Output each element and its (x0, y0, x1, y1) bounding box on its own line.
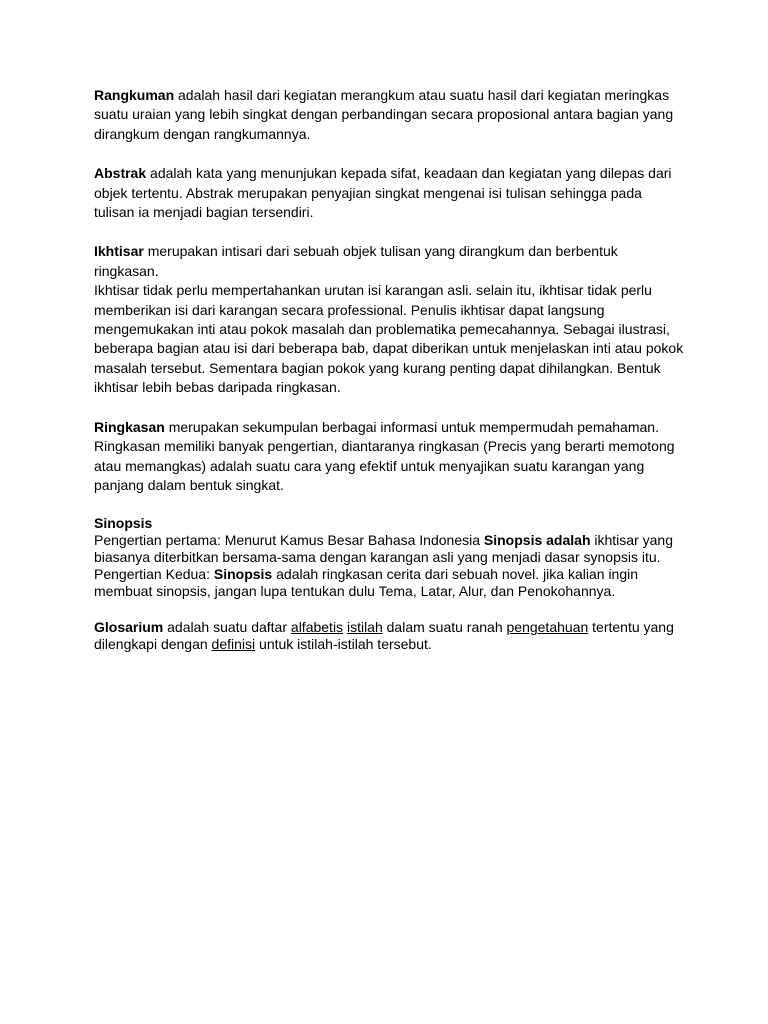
sinopsis-second-bold: Sinopsis (213, 565, 273, 582)
sinopsis-first-text: ikhtisar yang biasanya diterbitkan bersama-sama dengan karangan asli yang menjadi dasar synopsis itu. (94, 532, 673, 565)
glosarium-text-5: untuk istilah-istilah tersebut. (255, 636, 432, 653)
link-pengetahuan[interactable]: pengetahuan (506, 619, 589, 636)
link-istilah[interactable]: istilah (346, 619, 383, 636)
paragraph-sinopsis (94, 515, 684, 599)
definition-abstrak: adalah kata yang menunjukan kepada sifat, keadaan dan kegiatan yang dilepas dari objek tertentu. Abstrak merupakan penyajian singkat mengenai isi tulisan sehingga pada tulisan ia menjadi bagian tersendiri. (94, 165, 672, 221)
paragraph-glosarium (94, 619, 684, 653)
glosarium-text-1: adalah suatu daftar (163, 619, 291, 636)
link-alfabetis[interactable]: alfabetis (290, 619, 344, 636)
link-definisi[interactable]: definisi (211, 636, 256, 653)
term-abstrak: Abstrak (94, 165, 147, 182)
sinopsis-first-prefix: Pengertian pertama: Menurut Kamus Besar Bahasa Indonesia (94, 532, 484, 549)
glosarium-text-3: dalam suatu ranah (382, 619, 507, 636)
term-glosarium: Glosarium (94, 619, 164, 636)
ikhtisar-detail: Ikhtisar tidak perlu mempertahankan urutan isi karangan asli. selain itu, ikhtisar tidak perlu memberikan isi dari karangan secara professional. Penulis ikhtisar dapat langsung mengemukakan inti atau pokok masalah dan problematika pemecahannya. Sebagai ilustrasi, beberapa bagian atau isi dari beberapa bab, dapat diberikan untuk menjelaskan inti atau pokok masalah tersebut. Sementara bagian pokok yang kurang penting dapat dihilangkan. Bentuk ikhtisar lebih bebas daripada ringkasan. (94, 282, 684, 396)
paragraph-abstrak (94, 164, 684, 222)
sinopsis-second-prefix: Pengertian Kedua: (94, 565, 214, 582)
term-ikhtisar: Ikhtisar (94, 243, 144, 260)
sinopsis-second-text: adalah ringkasan cerita dari sebuah novel. jika kalian ingin membuat sinopsis, jangan lupa tentukan dulu Tema, Latar, Alur, dan Penokohannya. (94, 565, 639, 599)
definition-ringkasan: merupakan sekumpulan berbagai informasi untuk mempermudah pemahaman. Ringkasan memiliki banyak pengertian, diantaranya ringkasan (Precis yang berarti memotong atau memangkas) adalah suatu cara yang efektif untuk menyajikan suatu karangan yang panjang dalam bentuk singkat. (94, 418, 675, 493)
sinopsis-first-bold: Sinopsis adalah (483, 532, 591, 549)
term-ringkasan: Ringkasan (94, 418, 165, 435)
definition-rangkuman: adalah hasil dari kegiatan merangkum atau suatu hasil dari kegiatan meringkas suatu uraian yang lebih singkat dengan perbandingan secara proposional antara bagian yang dirangkum dengan rangkumannya. (94, 87, 674, 142)
paragraph-ringkasan (94, 418, 684, 496)
heading-sinopsis: Sinopsis (94, 515, 153, 532)
paragraph-rangkuman (94, 86, 684, 144)
glosarium-text-4: tertentu yang dilengkapi dengan (94, 619, 674, 653)
document-body (94, 86, 684, 673)
term-rangkuman: Rangkuman (94, 87, 175, 103)
paragraph-ikhtisar (94, 242, 684, 397)
definition-ikhtisar: merupakan intisari dari sebuah objek tulisan yang dirangkum dan berbentuk ringkasan. (94, 243, 618, 279)
